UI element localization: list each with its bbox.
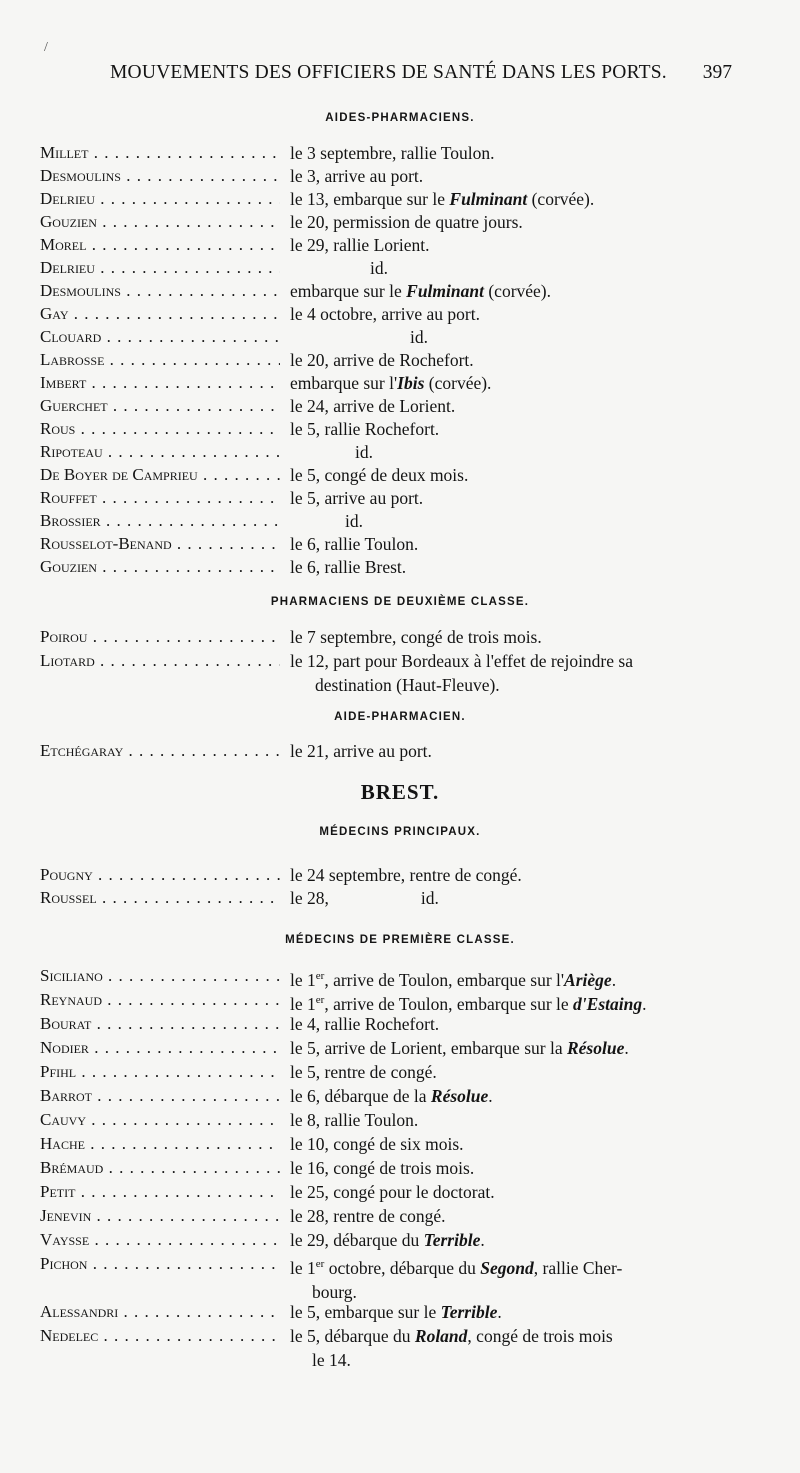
running-header [110,62,732,92]
entry-name: De Boyer de Camprieu . . . [40,465,280,485]
entry-name: Alessandri . . . [40,1302,280,1322]
section-heading-aide-pharmacien: AIDE-PHARMACIEN. [334,711,466,723]
entry-name: Millet . . . [40,143,280,163]
margin-mark: / [44,40,48,55]
entry-text: le 24 septembre, rentre de congé. [290,865,522,885]
page-number: 397 [702,62,732,83]
entry-name: Jenevin . . . [40,1206,280,1226]
entry-name: Nodier . . . [40,1038,280,1058]
entry-text: le 29, débarque du Terrible. [290,1230,485,1250]
entry-text: le 28, rentre de congé. [290,1206,446,1226]
entry-name: Rousselot-Benand . . . [40,534,280,554]
entry-text: le 6, débarque de la Résolue. [290,1086,493,1106]
entry-name: Hache . . . [40,1134,280,1154]
entry-text: id. [370,258,388,278]
section-heading-aides-pharmaciens: AIDES-PHARMACIENS. [325,112,475,124]
entry-text: le 5, arrive au port. [290,488,424,508]
entry-text: le 3 septembre, rallie Toulon. [290,143,495,163]
entry-name: Etchégaray . . . [40,741,280,761]
entry-name: Roussel . . . [40,888,280,908]
entry-name: Ripoteau . . . [40,442,280,462]
entry-text: le 6, rallie Toulon. [290,534,419,554]
entry-name: Imbert . . . [40,373,280,393]
entry-text: le 5, rallie Rochefort. [290,419,440,439]
entry-name: Gouzien . . . [40,557,280,577]
entry-text: le 13, embarque sur le Fulminant (corvée). [290,189,595,209]
entry-name: Vaysse . . . [40,1230,280,1250]
entry-name: Petit . . . [40,1182,280,1202]
entry-text: le 20, permission de quatre jours. [290,212,523,232]
entry-text: le 1er octobre, débarque du Segond, rallie Cher- bourg. [290,1257,623,1302]
entry-text: le 28, id. [290,888,439,908]
entry-name: Reynaud . . . [40,990,280,1010]
entry-name: Brossier . . . [40,511,280,531]
entry-text: le 5, rentre de congé. [290,1062,437,1082]
entry-text: le 3, arrive au port. [290,166,424,186]
entry-name: Pfihl . . . [40,1062,280,1082]
entry-name: Delrieu . . . [40,258,280,278]
entry-text: le 4 octobre, arrive au port. [290,304,480,324]
entry-name: Nedelec . . . [40,1326,280,1346]
entry-name: Gouzien . . . [40,212,280,232]
entry-text: le 1er, arrive de Toulon, embarque sur le d'Estaing. [290,993,647,1014]
entry-name: Siciliano . . . [40,966,280,986]
entry-text: embarque sur le Fulminant (corvée). [290,281,552,301]
entry-text: le 8, rallie Toulon. [290,1110,419,1130]
entry-name: Barrot . . . [40,1086,280,1106]
section-heading-medecins-1re-classe: MÉDECINS DE PREMIÈRE CLASSE. [285,934,515,946]
entry-name: Cauvy . . . [40,1110,280,1130]
entry-text: id. [345,511,363,531]
entry-text: id. [355,442,373,462]
entry-text: le 16, congé de trois mois. [290,1158,475,1178]
entry-name: Rouffet . . . [40,488,280,508]
entry-name: Delrieu . . . [40,189,280,209]
entry-text: le 4, rallie Rochefort. [290,1014,440,1034]
entry-text: le 20, arrive de Rochefort. [290,350,474,370]
section-heading-pharmaciens-2e-classe: PHARMACIENS DE DEUXIÈME CLASSE. [270,596,530,608]
entry-name: Morel . . . [40,235,280,255]
entry-text: le 29, rallie Lorient. [290,235,430,255]
entry-name: Gay . . . [40,304,280,324]
entry-name: Bourat . . . [40,1014,280,1034]
entry-text: le 10, congé de six mois. [290,1134,464,1154]
entry-name: Desmoulins . . . [40,166,280,186]
entry-text: le 5, congé de deux mois. [290,465,469,485]
entry-text: embarque sur l'Ibis (corvée). [290,373,492,393]
entry-name: Clouard . . . [40,327,280,347]
entry-name: Poirou . . . [40,627,280,647]
entry-text: le 1er, arrive de Toulon, embarque sur l'Ariège. [290,969,617,990]
entry-name: Pougny . . . [40,865,280,885]
entry-text: le 5, débarque du Roland, congé de trois mois le 14. [290,1326,613,1370]
entry-name: Labrosse . . . [40,350,280,370]
entry-text: id. [410,327,428,347]
entry-text: le 25, congé pour le doctorat. [290,1182,495,1202]
entry-text: le 12, part pour Bordeaux à l'effet de rejoindre sa destination (Haut-Fleuve). [290,651,633,695]
entry-text: le 24, arrive de Lorient. [290,396,456,416]
entry-name: Guerchet . . . [40,396,280,416]
entry-text: le 5, arrive de Lorient, embarque sur la Résolue. [290,1038,629,1058]
entry-name: Rous . . . [40,419,280,439]
entry-text: le 7 septembre, congé de trois mois. [290,627,542,647]
page-header-title: MOUVEMENTS DES OFFICIERS DE SANTÉ DANS LES PORTS. [110,62,667,83]
port-heading-brest: BREST. [360,780,440,804]
entry-name: Pichon . . . [40,1254,280,1274]
entry-name: Liotard . . . [40,651,280,671]
section-heading-medecins-principaux: MÉDECINS PRINCIPAUX. [319,826,481,838]
entry-text: le 21, arrive au port. [290,741,432,761]
entry-text: le 6, rallie Brest. [290,557,407,577]
entry-name: Desmoulins . . . [40,281,280,301]
entry-text: le 5, embarque sur le Terrible. [290,1302,502,1322]
entry-name: Brémaud . . . [40,1158,280,1178]
